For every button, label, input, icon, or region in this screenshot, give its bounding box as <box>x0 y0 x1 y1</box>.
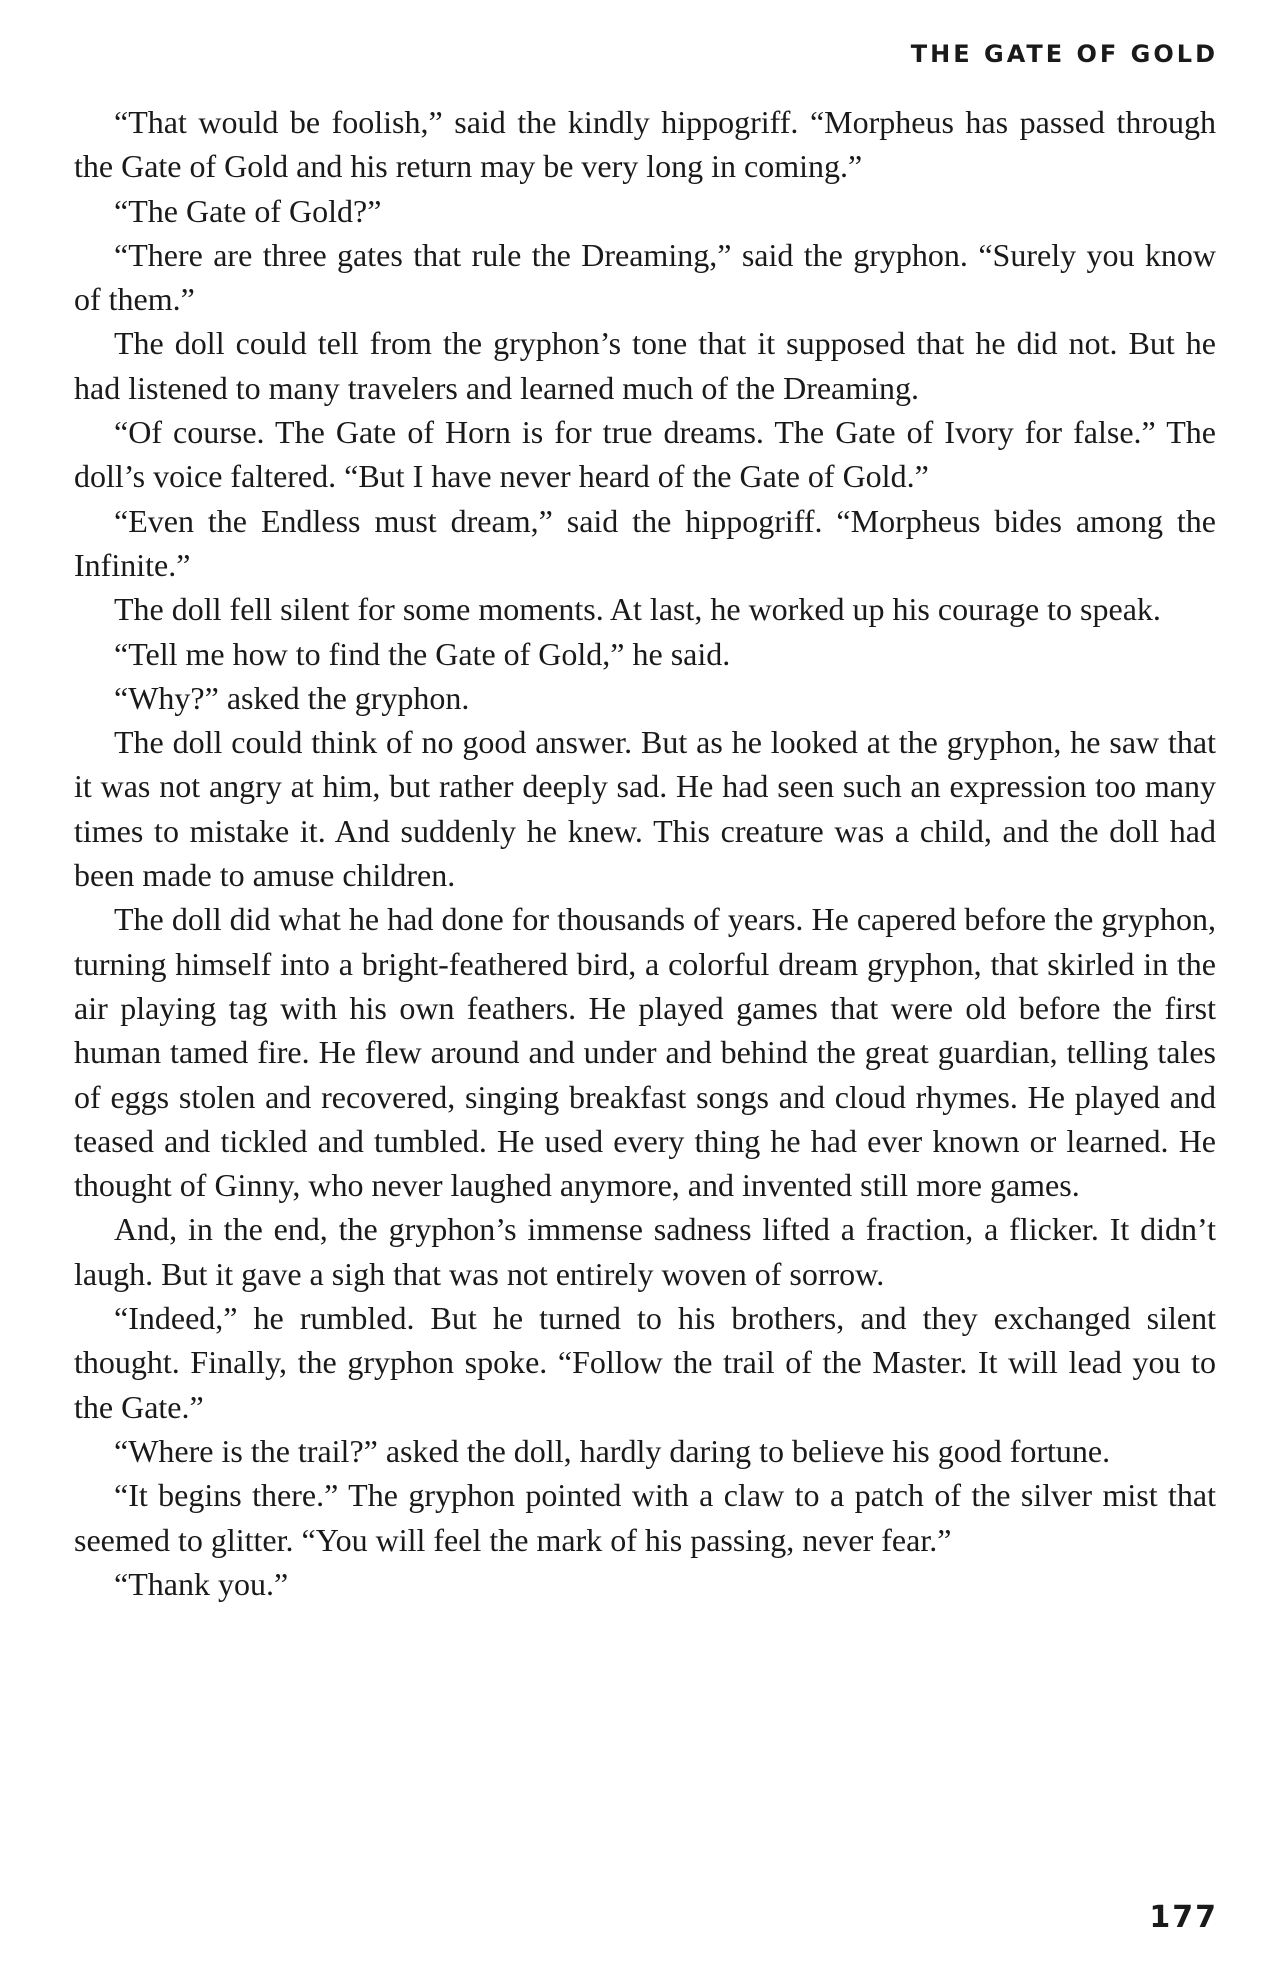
paragraph: The doll could tell from the gryphon’s tone that it supposed that he did not. But he had listened to many travelers and learned much of the Dreaming. <box>74 325 1216 406</box>
paragraph: “It begins there.” The gryphon pointed with a claw to a patch of the silver mist that seemed to glitter. “You will feel the mark of his passing, never fear.” <box>74 1477 1216 1558</box>
paragraph: “There are three gates that rule the Dreaming,” said the gryphon. “Surely you know of them.” <box>74 236 1216 318</box>
paragraph: “Where is the trail?” asked the doll, hardly daring to believe his good fortune. <box>114 1432 1111 1469</box>
paragraph: “Indeed,” he rumbled. But he turned to his brothers, and they exchanged silent thought. Finally, the gryphon spoke. “Follow the trail of the Master. It will lead you to the Gate.” <box>74 1300 1216 1425</box>
paragraph: “Even the Endless must dream,” said the hippogriff. “Morpheus bides among the Infinite.” <box>74 502 1216 583</box>
paragraph: “Tell me how to find the Gate of Gold,” he said. <box>114 635 731 672</box>
page-number: 177 <box>1149 1900 1218 1935</box>
running-head: THE GATE OF GOLD <box>910 40 1218 68</box>
paragraph: The doll did what he had done for thousands of years. He capered before the gryphon, turning himself into a bright-feathered bird, a colorful dream gryphon, that skirled in the air playing tag with his own feathers. He played games that were old before the first human tamed fire. He flew around and under and behind the great guardian, telling tales of eggs stolen and recovered, singing breakfast songs and cloud rhymes. He played and teased and tickled and tumbled. He used every thing he had ever known or learned. He thought of Ginny, who never laughed anymore, and invented still more games. <box>74 901 1216 1204</box>
paragraph: “That would be foolish,” said the kindly hippogriff. “Morpheus has passed through the Gate of Gold and his return may be very long in coming.” <box>74 104 1216 185</box>
paragraph: “Of course. The Gate of Horn is for true dreams. The Gate of Ivory for false.” The doll’s voice faltered. “But I have never heard of the Gate of Gold.” <box>74 414 1216 495</box>
body-text <box>74 100 1216 1606</box>
paragraph: The doll fell silent for some moments. At last, he worked up his courage to speak. <box>114 591 1161 628</box>
paragraph: The doll could think of no good answer. But as he looked at the gryphon, he saw that it was not angry at him, but rather deeply sad. He had seen such an expression too many times to mistake it. And suddenly he knew. This creature was a child, and the doll had been made to amuse children. <box>74 724 1216 894</box>
paragraph: “Why?” asked the gryphon. <box>114 679 470 716</box>
paragraph: And, in the end, the gryphon’s immense sadness lifted a fraction, a flicker. It didn’t laugh. But it gave a sigh that was not entirely woven of sorrow. <box>74 1211 1216 1292</box>
paragraph: “Thank you.” <box>114 1565 289 1602</box>
paragraph: “The Gate of Gold?” <box>114 192 382 229</box>
